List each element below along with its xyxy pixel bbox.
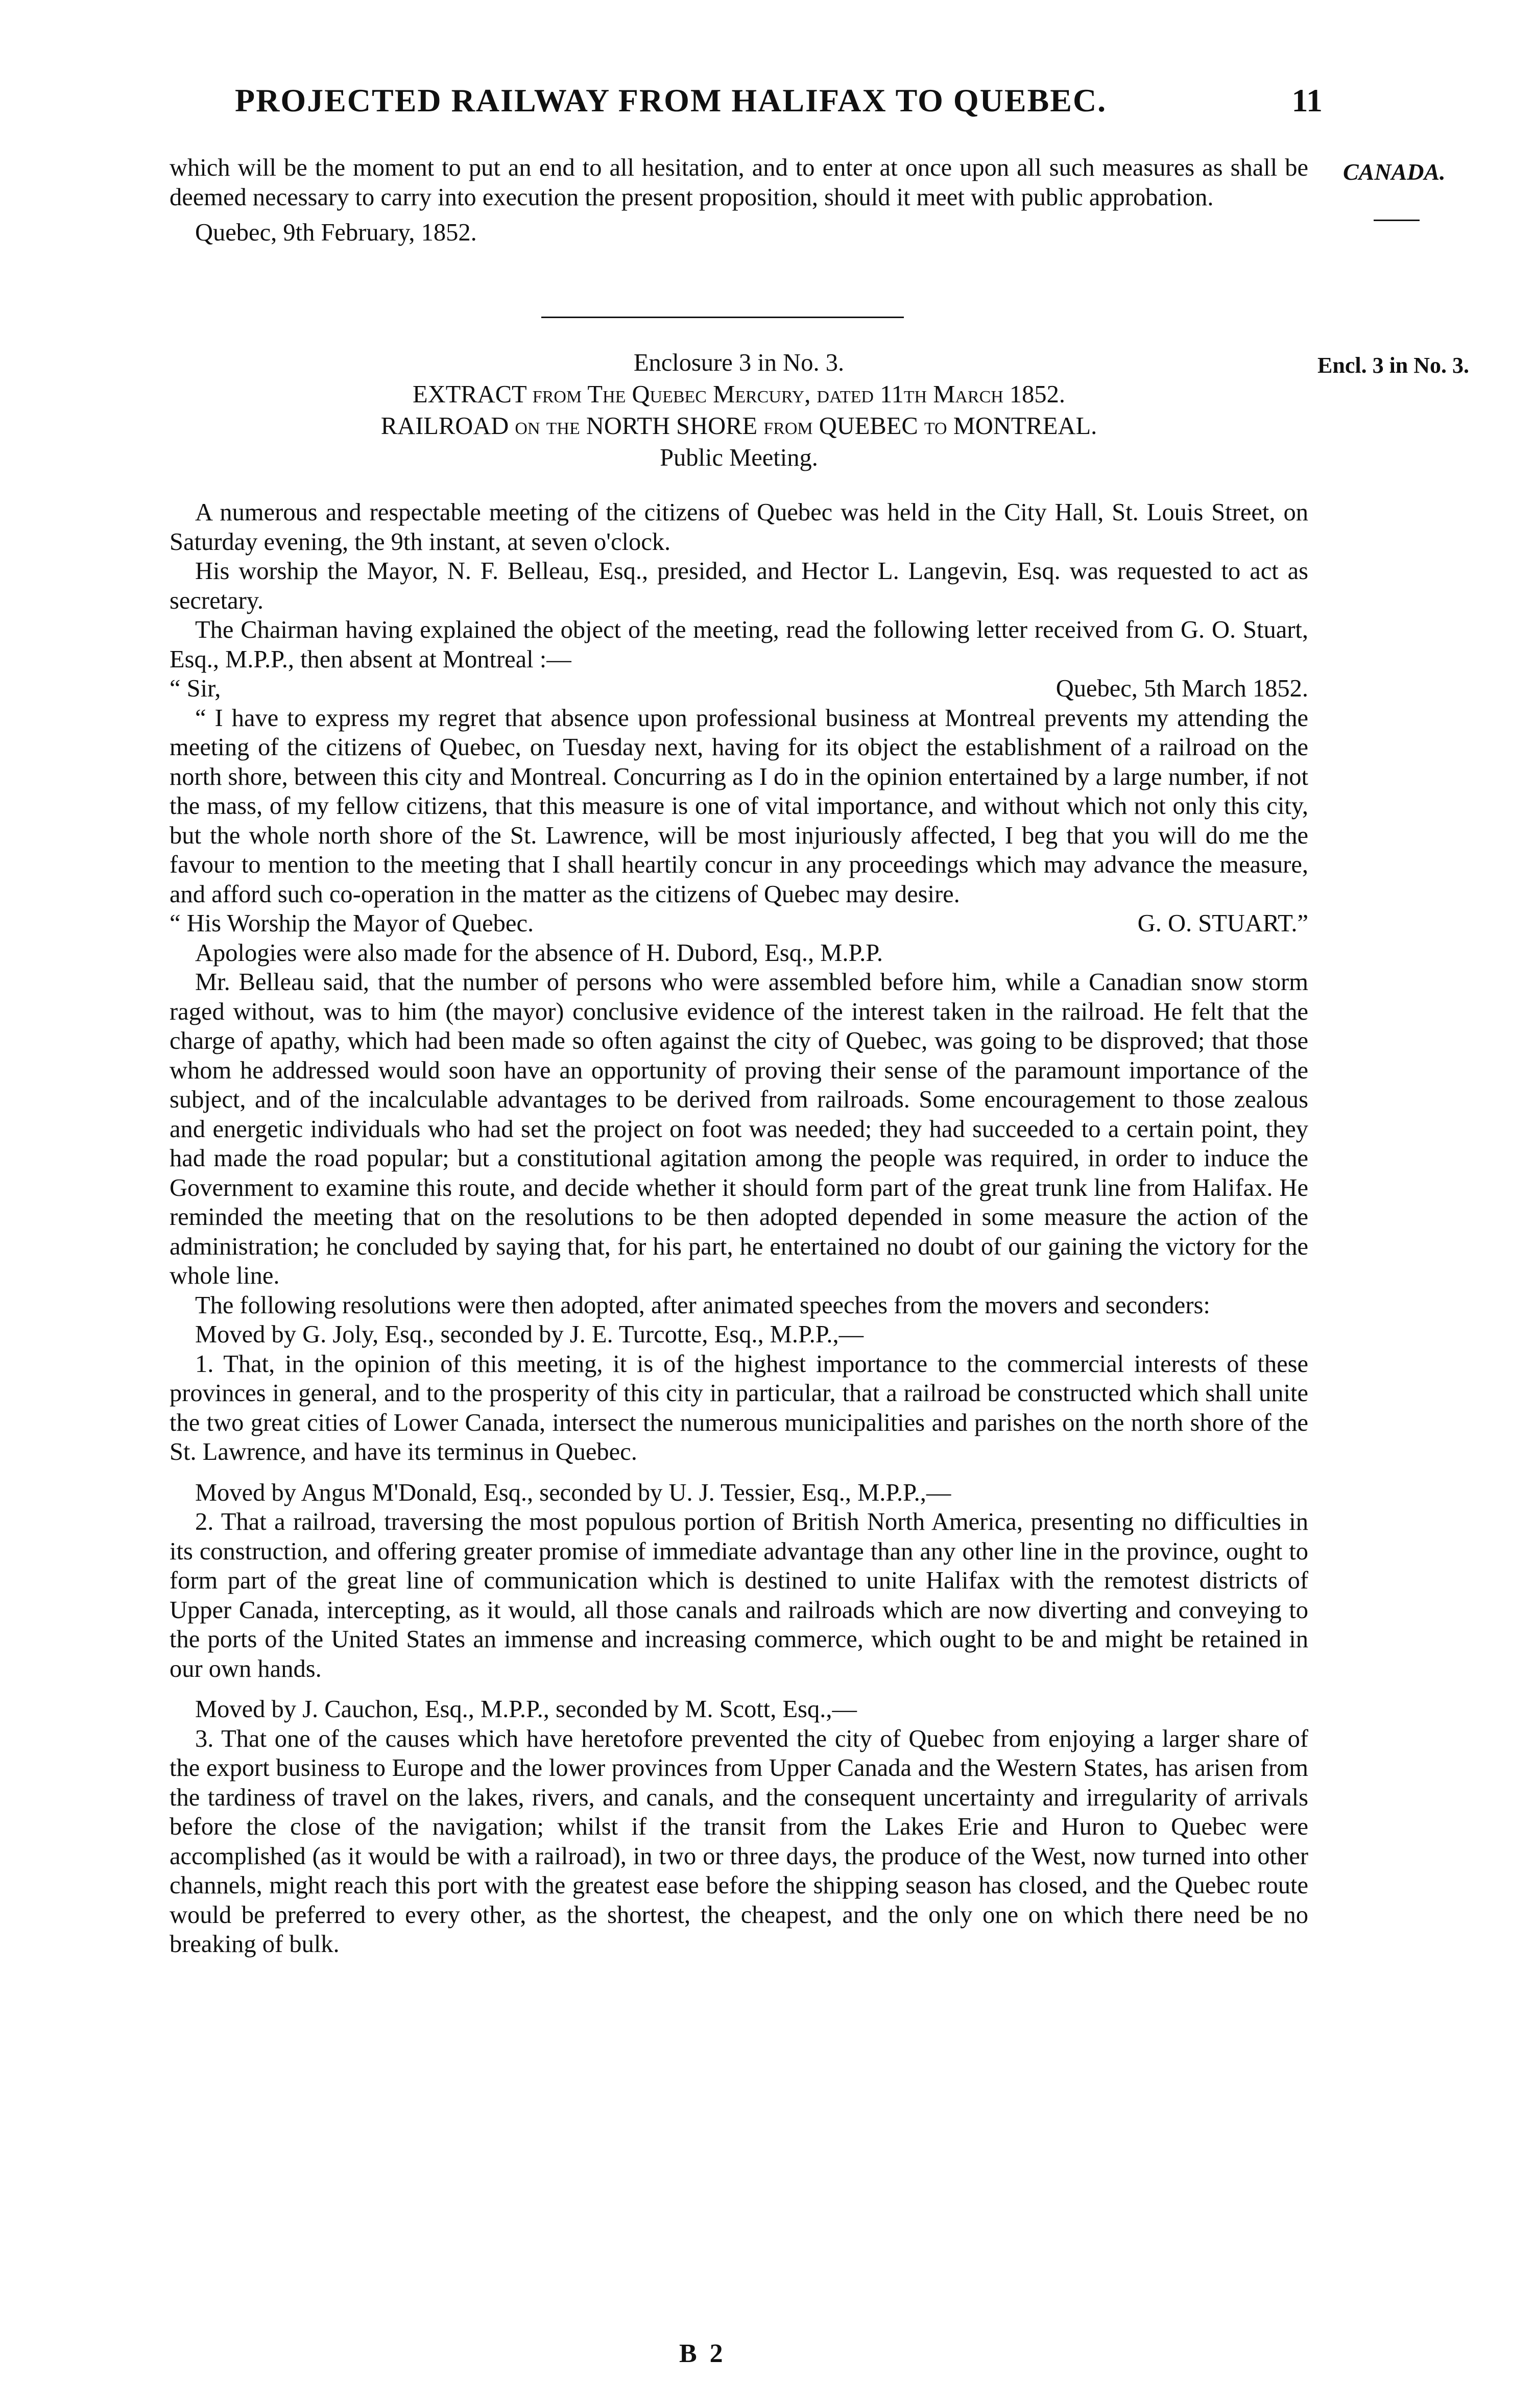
margin-note-canada: CANADA. (1343, 159, 1446, 185)
letter-body: “ I have to express my regret that absence upon professional business at Montreal prevents my attending the meeting of the citizens of Quebec, on Tuesday next, having for its object the establishment of a railroad on the north shore, between this city and Montreal. Concurring as I do in the opinion entertained by a large number, if not the mass, of my fellow citizens, that this measure is one of vital importance, and without which not only this city, but the whole north shore of the St. Lawrence, will be most injuriously affected, I beg that you will do me the favour to mention to the meeting that I shall heartily concur in any proceedings which may advance the measure, and afford such co-operation in the matter as the citizens of Quebec may desire. (170, 704, 1308, 908)
letter-salutation: “ Sir, (170, 675, 221, 702)
running-head: PROJECTED RAILWAY FROM HALIFAX TO QUEBEC. (235, 82, 1107, 118)
paragraph: Apologies were also made for the absence of H. Dubord, Esq., M.P.P. (195, 939, 883, 967)
motion-line: Moved by Angus M'Donald, Esq., seconded by U. J. Tessier, Esq., M.P.P.,— (195, 1479, 951, 1506)
section-divider (541, 317, 904, 318)
paragraph: A numerous and respectable meeting of the citizens of Quebec was held in the City Hall, St. Louis Street, on Saturday evening, the 9th instant, at seven o'clock. (170, 499, 1308, 556)
enclosure-headings (170, 347, 1308, 474)
letter-signature-line (170, 909, 1308, 938)
dateline: Quebec, 9th February, 1852. (195, 219, 477, 246)
continuation-paragraph: which will be the moment to put an end to all hesitation, and to enter at once upon all such measures as shall be deemed necessary to carry into execution the present proposition, should it meet with public approbation. (170, 154, 1308, 211)
page-header (235, 82, 1323, 128)
motion-line: Moved by J. Cauchon, Esq., M.P.P., seconded by M. Scott, Esq.,— (195, 1696, 857, 1723)
enclosure-heading: Enclosure 3 in No. 3. (633, 349, 845, 376)
meeting-heading: Public Meeting. (660, 444, 818, 471)
letter-header (170, 674, 1308, 704)
railroad-heading: RAILROAD on the NORTH SHORE from QUEBEC to MONTREAL. (380, 413, 1097, 440)
paragraph: Mr. Belleau said, that the number of persons who were assembled before him, while a Canadian snow storm raged without, was to him (the mayor) conclusive evidence of the interest taken in the railroad. He felt that the charge of apathy, which had been made so often against the city of Quebec, was going to be disproved; that those whom he addressed would soon have an opportunity of proving their sense of the paramount importance of the subject, and of the incalculable advantages to be derived from railroads. Some encouragement to those zealous and energetic individuals who had set the project on foot was needed; they had succeeded to a certain point, they had made the road popular; but a constitutional agitation among the people was required, in order to induce the Government to examine this route, and decide whether it should form part of the great trunk line from Halifax. He reminded the meeting that on the resolutions to be then adopted depended in some measure the action of the administration; he concluded by saying that, for his part, he entertained no doubt of our gaining the victory for the whole line. (170, 969, 1308, 1289)
resolution: 2. That a railroad, traversing the most populous portion of British North America, presenting no difficulties in its construction, and offering greater promise of immediate advantage than any other line in the province, ought to form part of the great line of communication which is destined to unite Halifax with the remotest districts of Upper Canada, intercepting, as it would, all those canals and railroads which are now diverting and conveying to the ports of the United States an immense and increasing commerce, which ought to be and might be retained in our own hands. (170, 1508, 1308, 1682)
margin-note-enclosure: Encl. 3 in No. 3. (1317, 353, 1470, 378)
continuation-section (170, 153, 1308, 248)
paragraph: The following resolutions were then adopted, after animated speeches from the movers and seconders: (195, 1291, 1210, 1319)
paragraph: His worship the Mayor, N. F. Belleau, Esq., presided, and Hector L. Langevin, Esq. was requested to act as secretary. (170, 558, 1308, 614)
extract-heading: EXTRACT from The Quebec Mercury, dated 11th March 1852. (412, 381, 1066, 408)
paragraph: The Chairman having explained the object of the meeting, read the following letter received from G. O. Stuart, Esq., M.P.P., then absent at Montreal :— (170, 616, 1308, 673)
signature-mark: B 2 (679, 2339, 726, 2368)
resolution: 1. That, in the opinion of this meeting, it is of the highest importance to the commercial interests of these provinces in general, and to the prosperity of this city in particular, that a railroad be constructed which shall unite the two great cities of Lower Canada, intersect the numerous municipalities and parishes on the north shore of the St. Lawrence, and have its terminus in Quebec. (170, 1350, 1308, 1465)
letter-signature: G. O. STUART.” (1137, 910, 1308, 937)
letter-addressee: “ His Worship the Mayor of Quebec. (170, 910, 534, 937)
letter-date: Quebec, 5th March 1852. (1056, 675, 1308, 702)
page-number: 11 (1291, 82, 1323, 118)
motion-line: Moved by G. Joly, Esq., seconded by J. E. Turcotte, Esq., M.P.P.,— (195, 1321, 864, 1348)
main-text (170, 498, 1308, 1959)
margin-note-rule (1374, 220, 1420, 221)
resolution: 3. That one of the causes which have heretofore prevented the city of Quebec from enjoying a larger share of the export business to Europe and the lower provinces from Upper Canada and the Western States, has arisen from the tardiness of travel on the lakes, rivers, and canals, and the consequent uncertainty and irregularity of arrivals before the close of the navigation; whilst if the transit from the Lakes Erie and Huron to Quebec were accomplished (as it would be with a railroad), in two or three days, the produce of the West, now turned into other channels, might reach this port with the greatest ease before the shipping season has closed, and the Quebec route would be preferred to every other, as the shortest, the cheapest, and the only one on which there need be no breaking of bulk. (170, 1725, 1308, 1958)
